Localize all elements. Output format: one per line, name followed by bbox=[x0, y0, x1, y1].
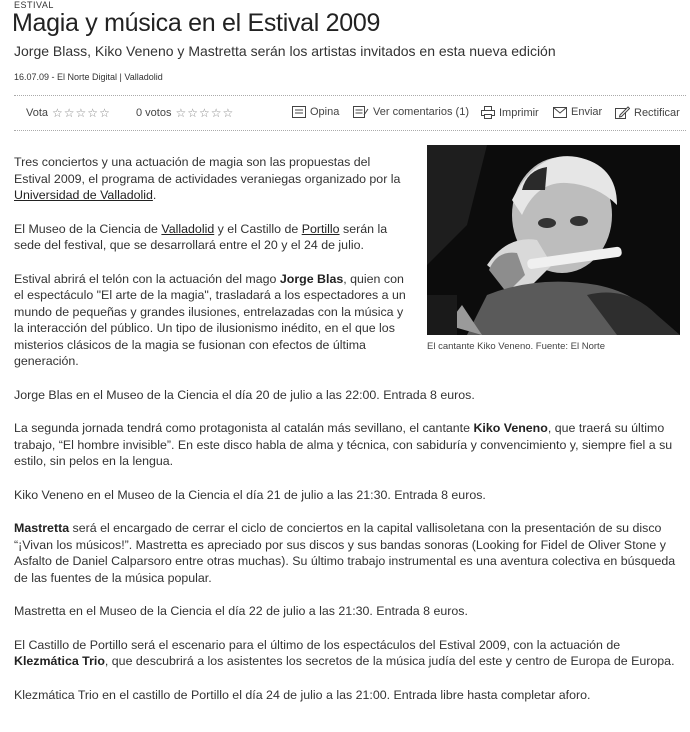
p7-text: será el encargado de cerrar el ciclo de conciertos en la capital vallisoletana con la presentación de su disco “¡Vivan los músicos!”. Mastretta es apreciado por sus discos y sus bandas sonoras (Looking for Fidel de Oliver Stone y Asfalto de Daniel Calparsoro entre otras muchas). Su último trabajo instrumental es una aventura colectiva en búsqueda de las fuentes de la música popular. bbox=[14, 521, 676, 585]
comments-icon bbox=[353, 106, 369, 118]
print-button[interactable] bbox=[481, 106, 539, 119]
vote-widget[interactable] bbox=[26, 106, 111, 120]
paragraph-6: Kiko Veneno en el Museo de la Ciencia el día 21 de julio a las 21:30. Entrada 8 euros. bbox=[14, 487, 486, 502]
opina-button[interactable] bbox=[292, 106, 339, 118]
p2-text-b: y el Castillo de bbox=[214, 221, 302, 236]
paragraph-3 bbox=[14, 271, 406, 370]
valladolid-link[interactable]: Valladolid bbox=[161, 221, 215, 236]
send-button[interactable] bbox=[553, 106, 602, 118]
vote-label: Vota bbox=[26, 107, 49, 119]
p2-text-c: serán la sede del festival, que se desarrollará entre el 20 y el 24 de julio. bbox=[14, 221, 388, 252]
klezmatica-name: Klezmática Trio bbox=[14, 654, 105, 668]
p1-end: . bbox=[152, 188, 157, 202]
printer-icon bbox=[481, 106, 495, 119]
jorge-blas-name: Jorge Blas bbox=[279, 271, 344, 286]
view-comments-label: Ver comentarios (1) bbox=[373, 106, 469, 118]
kiko-veneno-name: Kiko Veneno bbox=[473, 421, 548, 435]
opina-label: Opina bbox=[310, 106, 340, 118]
paragraph-7 bbox=[14, 520, 680, 586]
paragraph-10: Klezmática Trio en el castillo de Portillo el día 24 de julio a las 21:00. Entrada libre hasta completar aforo. bbox=[14, 687, 591, 702]
p9-text-b: , que descubrirá a los asistentes los secretos de la música judía del este y centro de Europa de Europa. bbox=[104, 654, 675, 668]
p9-text-a: El Castillo de Portillo será el escenario para el último de los espectáculos del Estival 2009, con la actuación de bbox=[14, 637, 621, 652]
view-comments-button[interactable] bbox=[353, 106, 469, 118]
vote-stars[interactable]: ☆☆☆☆☆ bbox=[52, 106, 111, 120]
votes-stars: ☆☆☆☆☆ bbox=[175, 106, 235, 120]
figure-caption: El cantante Kiko Veneno. Fuente: El Norte bbox=[427, 341, 605, 352]
print-label: Imprimir bbox=[499, 106, 539, 119]
mastretta-name: Mastretta bbox=[14, 521, 70, 535]
votes-count: 0 votos bbox=[136, 107, 172, 119]
p3-text-b: , quien con el espectáculo "El arte de la magia", trasladará a los espectadores a un mundo de pequeñas y grandes ilusiones, entrelazadas con la música y la interacción del público. Un tipo de ilusionismo inédito, en el que los misterios clásicos de la magia se fusionan con efectos de última generación. bbox=[14, 271, 406, 368]
p2-text-a: El Museo de la Ciencia de bbox=[14, 221, 162, 236]
section-tag: ESTIVAL bbox=[14, 0, 54, 10]
article-body bbox=[14, 154, 680, 720]
paragraph-8: Mastretta en el Museo de la Ciencia el día 22 de julio a las 21:30. Entrada 8 euros. bbox=[14, 604, 468, 618]
article-meta: 16.07.09 - El Norte Digital | Valladolid bbox=[14, 72, 163, 82]
article-title: Magia y música en el Estival 2009 bbox=[12, 9, 381, 37]
p5-text-a: La segunda jornada tendrá como protagonista al catalán más sevillano, el cantante bbox=[14, 421, 474, 435]
universidad-link[interactable]: Universidad de Valladolid bbox=[14, 188, 153, 202]
paragraph-9 bbox=[14, 637, 680, 670]
paragraph-4: Jorge Blas en el Museo de la Ciencia el día 20 de julio a las 22:00. Entrada 8 euros. bbox=[14, 387, 475, 402]
comment-box-icon bbox=[292, 106, 306, 118]
p3-text-a: Estival abrirá el telón con la actuación del mago bbox=[14, 271, 280, 286]
correct-button[interactable] bbox=[615, 106, 680, 119]
paragraph-2 bbox=[14, 221, 406, 254]
paragraph-1 bbox=[14, 154, 406, 204]
article-toolbar bbox=[14, 95, 686, 131]
send-label: Enviar bbox=[571, 106, 603, 118]
paragraph-5 bbox=[14, 420, 680, 470]
portillo-link[interactable]: Portillo bbox=[301, 221, 340, 236]
votes-summary bbox=[136, 106, 234, 120]
p1-text: Tres conciertos y una actuación de magia son las propuestas del Estival 2009, el programa de actividades veraniegas organizado por la bbox=[14, 155, 401, 186]
correct-label: Rectificar bbox=[634, 106, 680, 119]
p5-text-b: , que traerá su último trabajo, “El hombre invisible”. En este disco habla de alma y técnica, con sabiduría y convencimiento y, siempre fiel a su estilo, sin pelos en la lengua. bbox=[14, 421, 673, 468]
envelope-icon bbox=[553, 107, 567, 118]
edit-pencil-icon bbox=[615, 106, 630, 119]
article-subtitle: Jorge Blass, Kiko Veneno y Mastretta serán los artistas invitados en esta nueva edición bbox=[14, 43, 556, 59]
